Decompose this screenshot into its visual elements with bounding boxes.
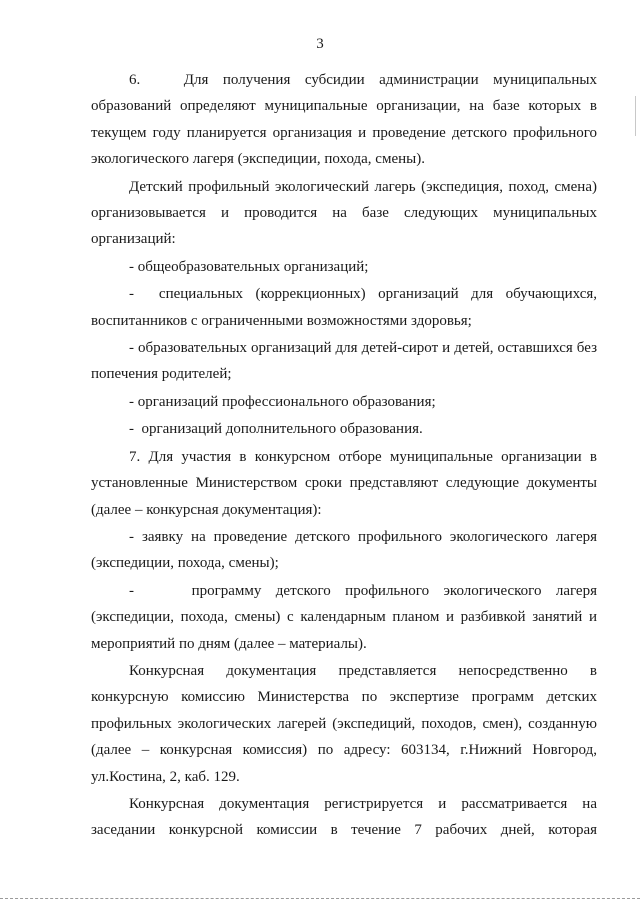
list-item-program: - программу детского профильного экологического лагеря (экспедиции, похода, смены) с календарным планом и разбивкой занятий и мероприятий по дням (далее – материалы). (91, 582, 597, 652)
scan-artifact-edge (635, 96, 636, 136)
page-number: 3 (316, 36, 324, 52)
paragraph-registration: Конкурсная документация регистрируется и рассматривается на заседании конкурсной комиссии в течение 7 рабочих дней, которая (91, 795, 597, 839)
paragraph-item-7: 7. Для участия в конкурсном отборе муниципальные организации в установленные Министерством сроки представляют следующие документы (далее – конкурсная документация): (91, 448, 597, 518)
paragraph-item-6: 6. Для получения субсидии администрации муниципальных образований определяют муниципальные организации, на базе которых в текущем году планируется организация и проведение детского профильного экологического лагеря (экспедиции, похода, смены). (91, 72, 597, 168)
list-item-application: - заявку на проведение детского профильного экологического лагеря (экспедиции, похода, смены); (91, 528, 597, 572)
list-item-general-education: - общеобразовательных организаций; (129, 258, 369, 275)
list-item-additional-education: - организаций дополнительного образования. (129, 421, 423, 438)
list-item-professional-education: - организаций профессионального образования; (129, 393, 436, 410)
list-item-orphan-organizations: - образовательных организаций для детей-сирот и детей, оставшихся без попечения родителей; (91, 340, 597, 383)
list-item-special-organizations: - специальных (коррекционных) организаций для обучающихся, воспитанников с ограниченными возможностями здоровья; (91, 286, 597, 329)
scan-artifact-line (0, 898, 640, 899)
paragraph-camp-organization: Детский профильный экологический лагерь (экспедиция, поход, смена) организовывается и проводится на базе следующих муниципальных организаций: (91, 178, 597, 248)
document-body (91, 67, 597, 844)
paragraph-submission: Конкурсная документация представляется непосредственно в конкурсную комиссию Министерства по экспертизе программ детских профильных экологических лагерей (экспедиций, походов, смен), созданную (далее – конкурсная комиссия) по адресу: 603134, г.Нижний Новгород, ул.Костина, 2, каб. 129. (91, 662, 597, 785)
